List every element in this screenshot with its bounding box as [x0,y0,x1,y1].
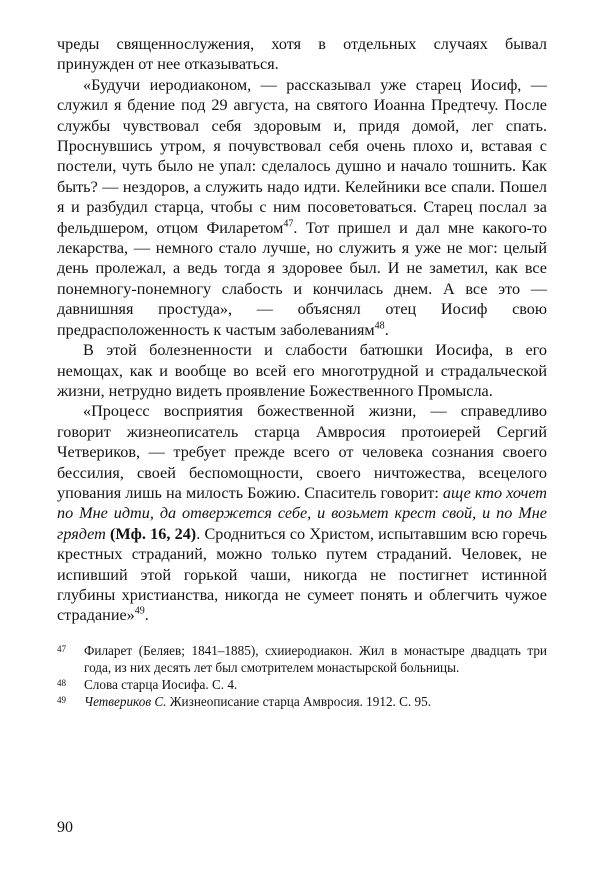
footnote [57,642,547,676]
footnote-ref: 49 [134,605,145,617]
footnote-text [84,642,547,676]
text-segment: Слова старца Иосифа. С. 4. [84,676,238,692]
footnote [57,676,547,693]
footnotes [57,642,547,710]
text-segment: Жизнеописание старца Амвросия. 1912. С. 95. [166,693,432,709]
text-segment: аще кто хочет по Мне идти, да отвержется себе, и возьмет крест свой, и по Мне грядет [57,483,547,543]
text-segment: Четвериков С. [84,693,167,709]
text-segment: . Тот пришел и дал мне какого-то лекарства, — немного стало лучше, но служить я уже не мог: целый день пролежал, а ведь тогда я здоровее был. И не заметил, как все понемногу-понемногу слабость и кончилась днем. А все это — давнишняя простуда», — объяснял отец Иосиф свою предрасположенность к частым заболеваниям [57,218,548,339]
footnote-ref: 48 [374,320,385,332]
text-segment: . Сродниться со Христом, испытавшим всю горечь крестных страданий, можно только путем страданий. Человек, не испивший этой горькой чаши, никогда не постигнет истинной глубины христианства, никогда не сумеет понять и облегчить чужое страдание» [57,524,548,625]
text-segment: В этой болезненности и слабости батюшки Иосифа, в его немощах, как и вообще во всей его многотрудной и страдальческой жизни, нетрудно видеть проявление Божественного Промысла. [57,341,547,400]
text-segment: . [144,606,149,625]
text-segment: . [384,320,389,339]
footnote-text [84,676,547,693]
paragraph [57,401,547,625]
text-segment: «Процесс восприятия божественной жизни, — справедливо говорит жизнеописатель старца Амвросия протоиерей Сергий Четвериков, — требует прежде всего от человека сознания своего бессилия, своей беспомощности, своего ничтожества, всецелого упования лишь на милость Божию. Спаситель говорит: [57,402,547,502]
paragraph [57,75,547,340]
footnote-number: 49 [57,694,66,705]
footnote-ref: 47 [283,218,294,230]
footnote-text [84,693,547,710]
text-segment: Филарет (Беляев; 1841–1885), схииеродиакон. Жил в монастыре двадцать три года, из них десять лет был смотрителем монастырской больницы. [84,642,547,675]
footnote-number: 47 [57,643,66,654]
text-segment: (Мф. 16, 24) [110,524,197,543]
footnote [57,693,547,710]
text-segment: «Будучи иеродиаконом, — рассказывал уже старец Иосиф, — служил я бдение под 29 августа, на святого Иоанна Предтечу. После службы чувствовал себя здоровым и, придя домой, лег спать. Проснувшись утром, я почувствовал себя очень плохо и, вставая с постели, чуть было не упал: сделалось душно и начало тошнить. Как быть? — нездоров, а служить надо идти. Келейники все спали. Пошел я и разбудил старца, чтобы с ним посоветоваться. Старец послал за фельдшером, отцом Филаретом [57,75,547,237]
main-text [57,34,547,626]
text-column [57,34,547,710]
text-segment: чреды священнослужения, хотя в отдельных случаях бывал принужден от нее отказываться. [57,35,547,74]
paragraph [57,340,547,401]
page-number: 90 [57,819,73,836]
paragraph [57,34,547,75]
footnote-number: 48 [57,677,66,688]
